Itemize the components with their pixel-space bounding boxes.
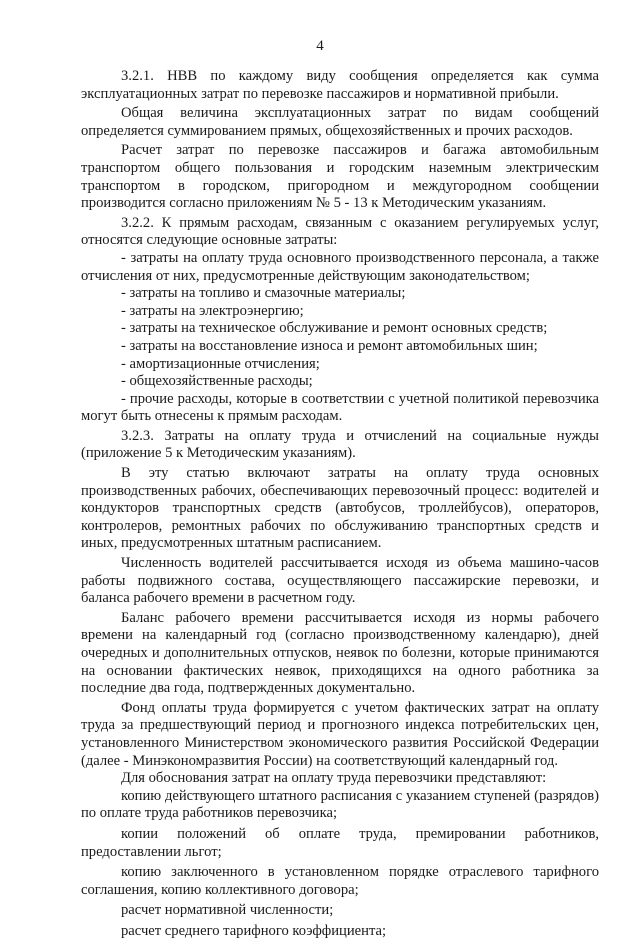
list-item: - прочие расходы, которые в соответствии с учетной политикой перевозчика могут быть отнесены к прямым расходам. <box>81 390 599 425</box>
list-item: - затраты на топливо и смазочные материалы; <box>121 285 406 302</box>
list-item: - затраты на восстановление износа и ремонт автомобильных шин; <box>121 337 538 354</box>
paragraph-justification-intro: Для обоснования затрат на оплату труда перевозчики представляют: <box>121 770 547 787</box>
document-body <box>81 68 599 941</box>
paragraph-cost-calculation: Расчет затрат по перевозке пассажиров и багажа автомобильным транспортом общего пользования и городским наземным электрическим транспортом в городском, пригородном и междугородном сообщении производится согласно приложениям № 5 - 13 к Методическим указаниям. <box>81 142 599 212</box>
justification-documents-list <box>81 788 599 941</box>
page-number: 4 <box>316 38 324 54</box>
paragraph-total-costs: Общая величина эксплуатационных затрат по видам сообщений определяется суммированием прямых, общехозяйственных и прочих расходов. <box>81 105 599 139</box>
list-item: - амортизационные отчисления; <box>121 355 320 372</box>
list-item: расчет среднего тарифного коэффициента; <box>121 922 387 939</box>
list-item: - общехозяйственные расходы; <box>121 373 313 390</box>
paragraph-3-2-1: 3.2.1. НВВ по каждому виду сообщения определяется как сумма эксплуатационных затрат по перевозке пассажиров и нормативной прибыли. <box>81 68 599 102</box>
paragraph-payroll-fund: Фонд оплаты труда формируется с учетом фактических затрат на оплату труда за предшествующий период и прогнозного индекса потребительских цен, установленного Министерством экономического развития Российской Федерации (далее - Минэкономразвития России) на соответствующий календарный год. <box>81 699 599 769</box>
paragraph-work-time-balance: Баланс рабочего времени рассчитывается исходя из нормы рабочего времени на календарный год (согласно производственному календарю), дней очередных и дополнительных отпусков, неявок по болезни, которые принимаются на основании фактических неявок, приходящихся на одного работника за последние два года, подтвержденных документально. <box>81 609 599 697</box>
list-item: копию заключенного в установленном порядке отраслевого тарифного соглашения, копию коллективного договора; <box>81 864 599 898</box>
list-item: - затраты на оплату труда основного производственного персонала, а также отчисления от них, предусмотренные действующим законодательством; <box>81 249 599 284</box>
list-item: расчет нормативной численности; <box>121 902 334 919</box>
paragraph-3-2-3: 3.2.3. Затраты на оплату труда и отчислений на социальные нужды (приложение 5 к Методическим указаниям). <box>81 427 599 462</box>
paragraph-3-2-2: 3.2.2. К прямым расходам, связанным с оказанием регулируемых услуг, относятся следующие основные затраты: <box>81 214 599 249</box>
list-item: - затраты на техническое обслуживание и ремонт основных средств; <box>121 320 548 337</box>
direct-costs-list <box>81 250 599 426</box>
list-item: копию действующего штатного расписания с указанием ступеней (разрядов) по оплате труда работников перевозчика; <box>81 787 599 822</box>
list-item: - затраты на электроэнергию; <box>121 302 304 319</box>
list-item: копии положений об оплате труда, премировании работников, предоставлении льгот; <box>81 825 599 860</box>
paragraph-included-costs: В эту статью включают затраты на оплату труда основных производственных рабочих, обеспечивающих перевозочный процесс: водителей и кондукторов транспортных средств (автобусов, троллейбусов), операторов, контролеров, ремонтных рабочих по обслуживанию транспортных средств и иных, предусмотренных штатным расписанием. <box>81 465 599 552</box>
paragraph-driver-count: Численность водителей рассчитывается исходя из объема машино-часов работы подвижного состава, осуществляющего пассажирские перевозки, и баланса рабочего времени в расчетном году. <box>81 555 599 607</box>
